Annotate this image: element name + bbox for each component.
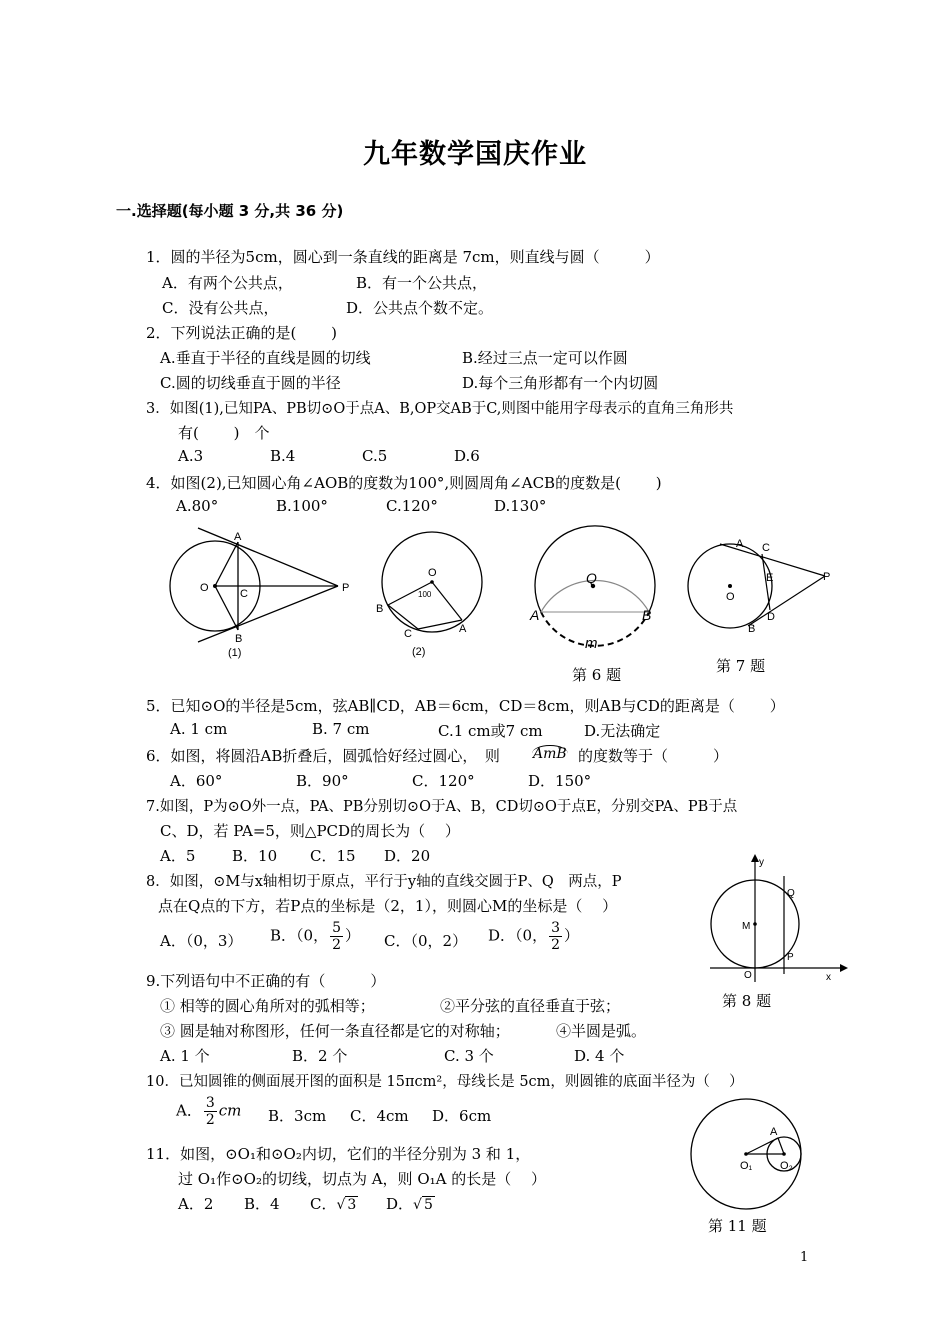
- q1-stem: 1．圆的半径为5cm，圆心到一条直线的距离是 7cm，则直线与圆（ ）: [146, 248, 660, 266]
- q6-option-a: A．60°: [170, 772, 223, 790]
- fig1-label-a: A: [234, 531, 242, 543]
- q11-option-b: B．4: [244, 1195, 280, 1213]
- q3-stem-line1: 3．如图(1),已知PA、PB切⊙O于点A、B,OP交AB于C,则图中能用字母表示的直角三角形共: [146, 401, 734, 417]
- q6-option-d: D．150°: [528, 772, 592, 790]
- fig6-label-a: A: [530, 607, 540, 623]
- q9-statement-1: ① 相等的圆心角所对的弧相等；: [160, 997, 375, 1015]
- fig7-label-d: D: [767, 611, 775, 623]
- q7-option-b: B．10: [232, 847, 278, 865]
- fig2-label-o: O: [428, 567, 437, 579]
- q8-b-numerator: 5: [332, 920, 341, 936]
- fig1-label-b: B: [235, 633, 243, 645]
- q8-option-c: C．（0，2）: [384, 932, 468, 950]
- q8-b-denominator: 2: [332, 937, 341, 953]
- figure-7: [680, 530, 840, 650]
- q6-option-c: C．120°: [412, 772, 475, 790]
- q11-c-radicand: 3: [347, 1197, 357, 1213]
- fig8-label-q: Q: [787, 888, 795, 899]
- fig6-label-m: m: [585, 635, 598, 652]
- q6-option-b: B．90°: [296, 772, 349, 790]
- q1-option-d: D．公共点个数不定。: [346, 299, 494, 317]
- q11-option-c: [310, 1193, 358, 1214]
- q8-stem-line2: 点在Q点的下方，若P点的坐标是（2，1），则圆心M的坐标是（ ）: [158, 897, 618, 915]
- fig2-label-c: C: [404, 628, 412, 640]
- q8-option-a: A．（0，3）: [160, 932, 243, 950]
- q1-option-a: A．有两个公共点，: [162, 274, 293, 292]
- fig8-label-m: M: [742, 921, 751, 932]
- figure-11: [690, 1095, 820, 1215]
- q8-option-d-fraction: [549, 920, 562, 953]
- q3-stem-line2: 有( ) 个: [178, 424, 270, 442]
- q3-option-b: B.4: [270, 447, 296, 465]
- q5-option-c: C.1 cm或7 cm: [438, 722, 543, 740]
- fig2-label-a: A: [459, 623, 467, 635]
- q10-option-a-prefix: A．: [176, 1101, 202, 1120]
- q11-option-c-prefix: C．: [310, 1195, 337, 1213]
- q3-option-d: D.6: [454, 447, 480, 465]
- q1-option-c: C．没有公共点，: [162, 299, 279, 317]
- q7-option-c: C．15: [310, 847, 356, 865]
- q8-option-d-suffix: ）: [564, 926, 580, 945]
- fig11-caption: 第 11 题: [708, 1217, 767, 1235]
- q6-stem-end: 的度数等于（ ）: [578, 747, 729, 765]
- q11-option-d-prefix: D．: [386, 1195, 414, 1213]
- q10-stem: 10．已知圆锥的侧面展开图的面积是 15πcm²，母线长是 5cm，则圆锥的底面半径为（ ）: [146, 1074, 744, 1090]
- q3-option-c: C.5: [362, 447, 388, 465]
- fig2-caption: (2): [412, 646, 426, 658]
- fig7-caption: 第 7 题: [716, 657, 766, 675]
- q2-option-d: D.每个三角形都有一个内切圆: [462, 374, 659, 392]
- fig6-caption: 第 6 题: [572, 666, 622, 684]
- q9-option-b: B．2 个: [292, 1047, 348, 1065]
- fig6-label-b: B: [642, 607, 652, 623]
- q8-option-b: [270, 920, 360, 953]
- q6-arc-label: AmB: [533, 746, 567, 762]
- q11-option-c-sqrt: √ 3: [336, 1197, 357, 1213]
- figure-2: [370, 525, 490, 665]
- q10-option-d: D．6cm: [432, 1107, 492, 1125]
- q4-stem: 4．如图(2),已知圆心角∠AOB的度数为100°,则圆周角∠ACB的度数是( ): [146, 474, 662, 492]
- q8-d-numerator: 3: [551, 920, 560, 936]
- page-title: 九年数学国庆作业: [363, 139, 587, 170]
- fig8-caption: 第 8 题: [722, 992, 772, 1010]
- q4-option-b: B.100°: [276, 497, 328, 515]
- q2-option-a: A.垂直于半径的直线是圆的切线: [160, 349, 371, 367]
- fig8-label-y: y: [759, 857, 764, 868]
- q5-option-b: B. 7 cm: [312, 720, 370, 738]
- q10-a-numerator: 3: [205, 1095, 215, 1111]
- fig7-label-c: C: [762, 542, 770, 554]
- q9-option-a: A. 1 个: [160, 1047, 210, 1065]
- q8-option-b-fraction: [330, 920, 343, 953]
- q2-option-c: C.圆的切线垂直于圆的半径: [160, 374, 341, 392]
- q4-option-a: A.80°: [176, 497, 219, 515]
- fig1-caption: (1): [228, 647, 242, 659]
- q9-option-d: D. 4 个: [574, 1047, 625, 1065]
- q9-statement-3: ③ 圆是轴对称图形，任何一条直径都是它的对称轴；: [160, 1022, 510, 1040]
- q1-option-b: B．有一个公共点，: [356, 274, 488, 292]
- fig1-label-p: P: [342, 582, 350, 594]
- q7-option-d: D．20: [384, 847, 431, 865]
- fig2-label-b: B: [376, 603, 384, 615]
- figure-8: [700, 852, 850, 984]
- q10-option-a: [176, 1095, 241, 1128]
- fig11-label-o1: O₁: [740, 1160, 753, 1172]
- q6-stem: 6．如图，将圆沿AB折叠后，圆弧恰好经过圆心， 则: [146, 747, 500, 765]
- q8-stem-line1: 8．如图，⊙M与x轴相切于原点，平行于y轴的直线交圆于P、Q 两点，P: [146, 874, 622, 890]
- q4-option-c: C.120°: [386, 497, 438, 515]
- page-number: 1: [800, 1250, 809, 1265]
- q10-a-denominator: 2: [205, 1112, 215, 1128]
- q8-option-b-suffix: ）: [345, 926, 361, 945]
- q11-d-radicand: 5: [423, 1197, 433, 1213]
- fig6-label-q: Q: [586, 570, 597, 586]
- q4-option-d: D.130°: [494, 497, 547, 515]
- q11-stem-line1: 11．如图，⊙O₁和⊙O₂内切，它们的半径分别为 3 和 1，: [146, 1145, 531, 1163]
- fig11-label-a: A: [770, 1126, 778, 1138]
- fig11-label-o2: O₂: [780, 1160, 793, 1172]
- figure-1: [160, 520, 360, 670]
- fig8-label-p: P: [787, 952, 794, 963]
- q11-option-d-sqrt: √ 5: [413, 1197, 433, 1213]
- fig7-label-o: O: [726, 591, 735, 603]
- q8-option-d-prefix: D．（0，: [488, 926, 548, 945]
- q5-option-a: A. 1 cm: [170, 720, 228, 738]
- fig8-label-x: x: [826, 972, 831, 983]
- q5-option-d: D.无法确定: [584, 722, 661, 740]
- fig2-angle-label: 100: [418, 590, 432, 599]
- q8-option-b-prefix: B．（0，: [270, 926, 329, 945]
- q10-option-a-fraction: [204, 1095, 217, 1128]
- figure-6: [525, 528, 665, 658]
- q7-option-a: A．5: [160, 847, 196, 865]
- q10-option-b: B．3cm: [268, 1107, 327, 1125]
- q2-option-b: B.经过三点一定可以作圆: [462, 349, 628, 367]
- q8-option-d: [488, 920, 579, 953]
- q10-option-c: C．4cm: [350, 1107, 409, 1125]
- q11-option-a: A．2: [178, 1195, 214, 1213]
- q5-stem: 5．已知⊙O的半径是5cm，弦AB∥CD，AB＝6cm，CD＝8cm，则AB与CD的距离是（ ）: [146, 697, 785, 715]
- q8-d-denominator: 2: [551, 937, 560, 953]
- fig7-label-b: B: [748, 623, 756, 635]
- fig7-label-a: A: [736, 538, 744, 550]
- q11-stem-line2: 过 O₁作⊙O₂的切线，切点为 A，则 O₁A 的长是（ ）: [178, 1170, 547, 1188]
- q3-option-a: A.3: [178, 447, 204, 465]
- fig1-label-o: O: [200, 582, 209, 594]
- fig1-label-c: C: [240, 588, 248, 600]
- section-heading: 一.选择题(每小题 3 分,共 36 分): [116, 202, 344, 220]
- q9-statement-2: ②平分弦的直径垂直于弦；: [440, 997, 621, 1015]
- fig7-label-p: P: [823, 571, 831, 583]
- q9-stem: 9.下列语句中不正确的有（ ）: [146, 972, 386, 990]
- q10-option-a-unit: cm: [218, 1101, 242, 1120]
- q2-stem: 2．下列说法正确的是( ): [146, 324, 338, 342]
- q9-statement-4: ④半圆是弧。: [556, 1022, 647, 1040]
- q7-stem-line2: C、D，若 PA=5，则△PCD的周长为（ ）: [160, 822, 460, 840]
- q11-option-d: [386, 1193, 435, 1214]
- fig7-label-e: E: [766, 572, 774, 584]
- q7-stem-line1: 7.如图，P为⊙O外一点，PA、PB分别切⊙O于A、B，CD切⊙O于点E，分别交PA、PB于点: [146, 799, 738, 815]
- fig8-label-o: O: [744, 970, 752, 981]
- q9-option-c: C. 3 个: [444, 1047, 494, 1065]
